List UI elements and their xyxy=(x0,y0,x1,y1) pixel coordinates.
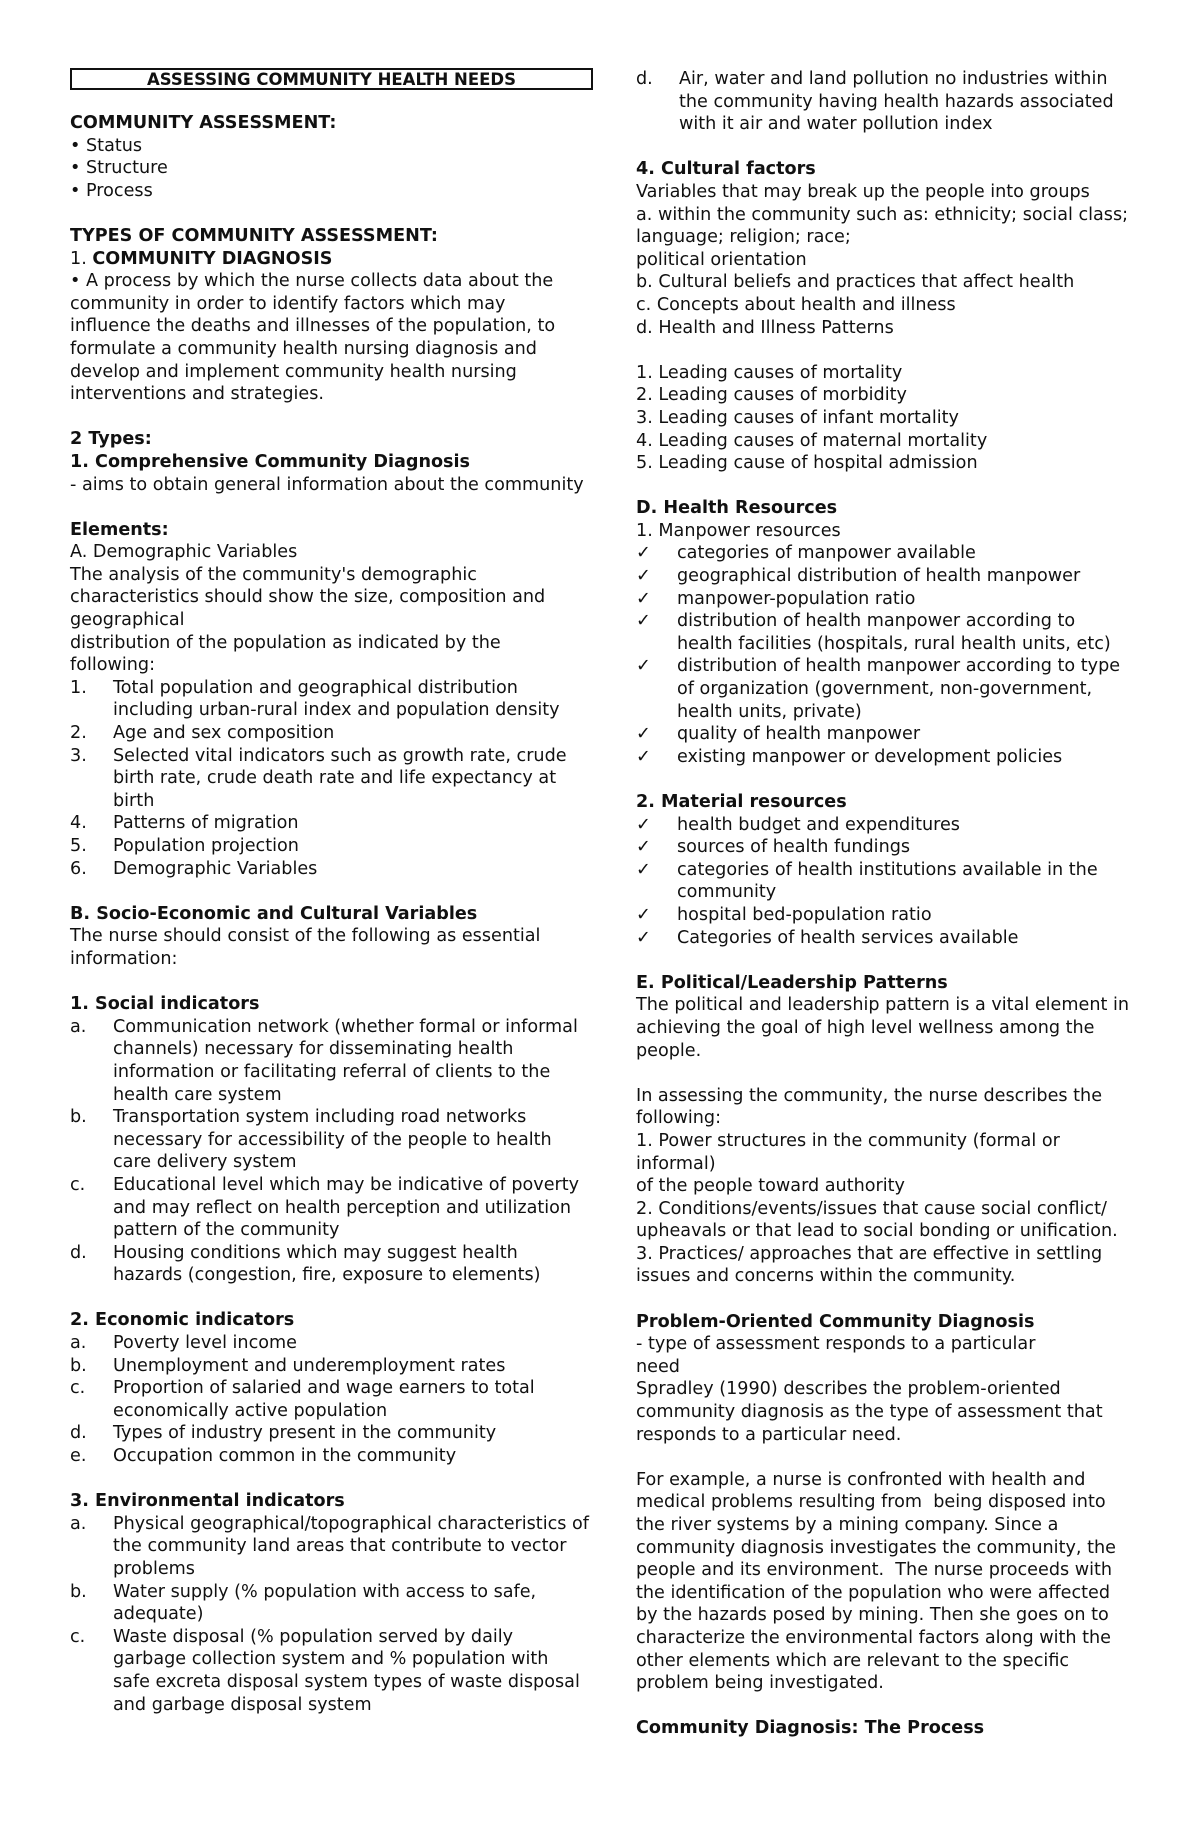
social-indicators-heading: 1. Social indicators xyxy=(70,994,260,1015)
list-item: • Status xyxy=(70,135,143,156)
economic-indicators-heading: 2. Economic indicators xyxy=(70,1310,295,1331)
check-icon: ✓ xyxy=(636,656,651,677)
elements-heading: Elements: xyxy=(70,519,169,540)
check-icon: ✓ xyxy=(636,837,651,858)
list-item: ✓ manpower-population ratio xyxy=(636,588,916,609)
check-icon: ✓ xyxy=(636,746,651,767)
socio-economic-heading: B. Socio-Economic and Cultural Variables xyxy=(70,903,478,924)
list-item: ✓ geographical distribution of health manpower xyxy=(636,566,1081,587)
pattern-item: 3. Leading causes of infant mortality xyxy=(636,407,959,428)
two-types-heading: 2 Types: xyxy=(70,429,152,450)
check-icon: ✓ xyxy=(636,566,651,587)
problem-oriented-heading: Problem-Oriented Community Diagnosis xyxy=(636,1311,1035,1332)
pattern-item: 5. Leading cause of hospital admission xyxy=(636,453,978,474)
list-item: d. Types of industry present in the community xyxy=(70,1423,497,1444)
cultural-line: b. Cultural beliefs and practices that affect health xyxy=(636,272,1075,293)
environmental-indicators-heading: 3. Environmental indicators xyxy=(70,1491,345,1512)
list-item: ✓ Categories of health services available xyxy=(636,927,1019,948)
list-item: 2. Age and sex composition xyxy=(70,723,335,744)
list-item: ✓ sources of health fundings xyxy=(636,837,911,858)
political-line: of the people toward authority xyxy=(636,1176,905,1197)
health-resources-heading: D. Health Resources xyxy=(636,498,838,519)
list-item: 6. Demographic Variables xyxy=(70,858,318,879)
pattern-item: 4. Leading causes of maternal mortality xyxy=(636,430,988,451)
list-item: c. Proportion of salaried and wage earners to total economically active population xyxy=(70,1378,535,1421)
list-item: e. Occupation common in the community xyxy=(70,1446,457,1467)
process-heading: Community Diagnosis: The Process xyxy=(636,1718,985,1739)
list-item: a. Communication network (whether formal or informal channels) necessary for disseminating health information or facilitating referral of clients to the health care system xyxy=(70,1016,578,1105)
comprehensive-diagnosis-heading: 1. Comprehensive Community Diagnosis xyxy=(70,451,471,472)
list-item: ✓ categories of health institutions available in the community xyxy=(636,859,1098,903)
comprehensive-diagnosis-desc: - aims to obtain general information about the community xyxy=(70,474,584,495)
document-title: ASSESSING COMMUNITY HEALTH NEEDS xyxy=(70,68,593,90)
pattern-item: 2. Leading causes of morbidity xyxy=(636,385,907,406)
left-column xyxy=(70,68,590,1716)
political-heading: E. Political/Leadership Patterns xyxy=(636,972,948,993)
list-item: ✓ existing manpower or development policies xyxy=(636,746,1063,767)
demographic-heading: A. Demographic Variables xyxy=(70,542,298,563)
check-icon: ✓ xyxy=(636,859,651,880)
demographic-intro-2: distribution of the population as indicated by the following: xyxy=(70,632,507,676)
demographic-intro: The analysis of the community's demographic characteristics should show the size, composition and geographical xyxy=(70,564,551,631)
list-item: ✓ quality of health manpower xyxy=(636,724,921,745)
check-icon: ✓ xyxy=(636,904,651,925)
list-item: • Structure xyxy=(70,158,168,179)
community-diagnosis-subheading: 1. COMMUNITY DIAGNOSIS xyxy=(70,248,333,269)
cultural-line: c. Concepts about health and illness xyxy=(636,294,956,315)
political-intro: The political and leadership pattern is a vital element in achieving the goal of high level wellness among the people. xyxy=(636,995,1135,1061)
list-item: c. Educational level which may be indicative of poverty and may reflect on health perception and utilization pattern of the community xyxy=(70,1174,580,1241)
list-item: d. Housing conditions which may suggest health hazards (congestion, fire, exposure to elements) xyxy=(70,1242,541,1286)
material-resources-heading: 2. Material resources xyxy=(636,792,847,812)
political-line: 1. Power structures in the community (formal or informal) xyxy=(636,1130,1066,1174)
check-icon: ✓ xyxy=(636,814,651,835)
political-line: 3. Practices/ approaches that are effective in settling issues and concerns within the community. xyxy=(636,1243,1108,1287)
list-item: b. Water supply (% population with access to safe, adequate) xyxy=(70,1581,537,1625)
list-item: ✓ hospital bed-population ratio xyxy=(636,904,932,925)
problem-oriented-line: - type of assessment responds to a particular xyxy=(636,1334,1036,1355)
political-line: 2. Conditions/events/issues that cause social conflict/ upheavals or that lead to social bonding or unification. xyxy=(636,1198,1118,1242)
check-icon: ✓ xyxy=(636,611,651,632)
list-item: c. Waste disposal (% population served by daily garbage collection system and % population with safe excreta disposal system types of waste disposal and garbage disposal system xyxy=(70,1626,580,1715)
cultural-line: d. Health and Illness Patterns xyxy=(636,317,894,338)
list-item: ✓ distribution of health manpower according to type of organization (government, non-government, health units, private) xyxy=(636,656,1121,722)
list-item: ✓ categories of manpower available xyxy=(636,543,976,564)
pattern-item: 1. Leading causes of mortality xyxy=(636,362,903,383)
example-paragraph: For example, a nurse is confronted with health and medical problems resulting from being disposed into the river systems by a mining company. Since a community diagnosis investigates the community, the people and its environment. The nurse proceeds with the identification of the population who were affected by the hazards posed by mining. Then she goes on to characterize the environmental factors along with the other elements which are relevant to the specific problem being investigated. xyxy=(636,1469,1122,1694)
list-item: ✓ distribution of health manpower according to health facilities (hospitals, rural health units, etc) xyxy=(636,611,1111,654)
check-icon: ✓ xyxy=(636,588,651,609)
list-item: 3. Selected vital indicators such as growth rate, crude birth rate, crude death rate and life expectancy at birth xyxy=(70,745,567,811)
community-assessment-heading: COMMUNITY ASSESSMENT: xyxy=(70,113,337,133)
check-icon: ✓ xyxy=(636,927,651,948)
cultural-line: political orientation xyxy=(636,249,807,270)
list-item: a. Physical geographical/topographical characteristics of the community land areas that contribute to vector problems xyxy=(70,1513,589,1579)
manpower-heading: 1. Manpower resources xyxy=(636,520,841,541)
community-diagnosis-definition: • A process by which the nurse collects data about the community in order to identify factors which may influence the deaths and illnesses of the population, to formulate a community health nursing diagnosis and develop and implement community health nursing interventions and strategies. xyxy=(70,271,561,405)
list-item: b. Transportation system including road networks necessary for accessibility of the people to health care delivery system xyxy=(70,1107,552,1173)
socio-economic-intro: The nurse should consist of the following as essential information: xyxy=(70,926,547,969)
list-item: ✓ health budget and expenditures xyxy=(636,814,960,835)
spradley-paragraph: Spradley (1990) describes the problem-oriented community diagnosis as the type of assessment that responds to a particular need. xyxy=(636,1379,1109,1445)
cultural-factors-heading: 4. Cultural factors xyxy=(636,159,816,180)
types-heading: TYPES OF COMMUNITY ASSESSMENT: xyxy=(70,225,438,246)
cultural-line: a. within the community such as: ethnicity; social class; language; religion; race; xyxy=(636,204,1134,248)
list-item: 5. Population projection xyxy=(70,836,299,856)
check-icon: ✓ xyxy=(636,724,651,745)
list-item: d. Air, water and land pollution no industries within the community having health hazards associated with it air and water pollution index xyxy=(636,69,1114,135)
check-icon: ✓ xyxy=(636,543,651,564)
list-item: a. Poverty level income xyxy=(70,1333,297,1354)
problem-oriented-line: need xyxy=(636,1356,680,1377)
cultural-line: Variables that may break up the people into groups xyxy=(636,181,1090,202)
list-item: 1. Total population and geographical distribution including urban-rural index and population density xyxy=(70,677,560,721)
list-item: b. Unemployment and underemployment rates xyxy=(70,1355,506,1376)
list-item: • Process xyxy=(70,180,153,201)
list-item: 4. Patterns of migration xyxy=(70,813,299,834)
right-column xyxy=(636,68,1136,1740)
political-assess-intro: In assessing the community, the nurse describes the following: xyxy=(636,1085,1108,1129)
